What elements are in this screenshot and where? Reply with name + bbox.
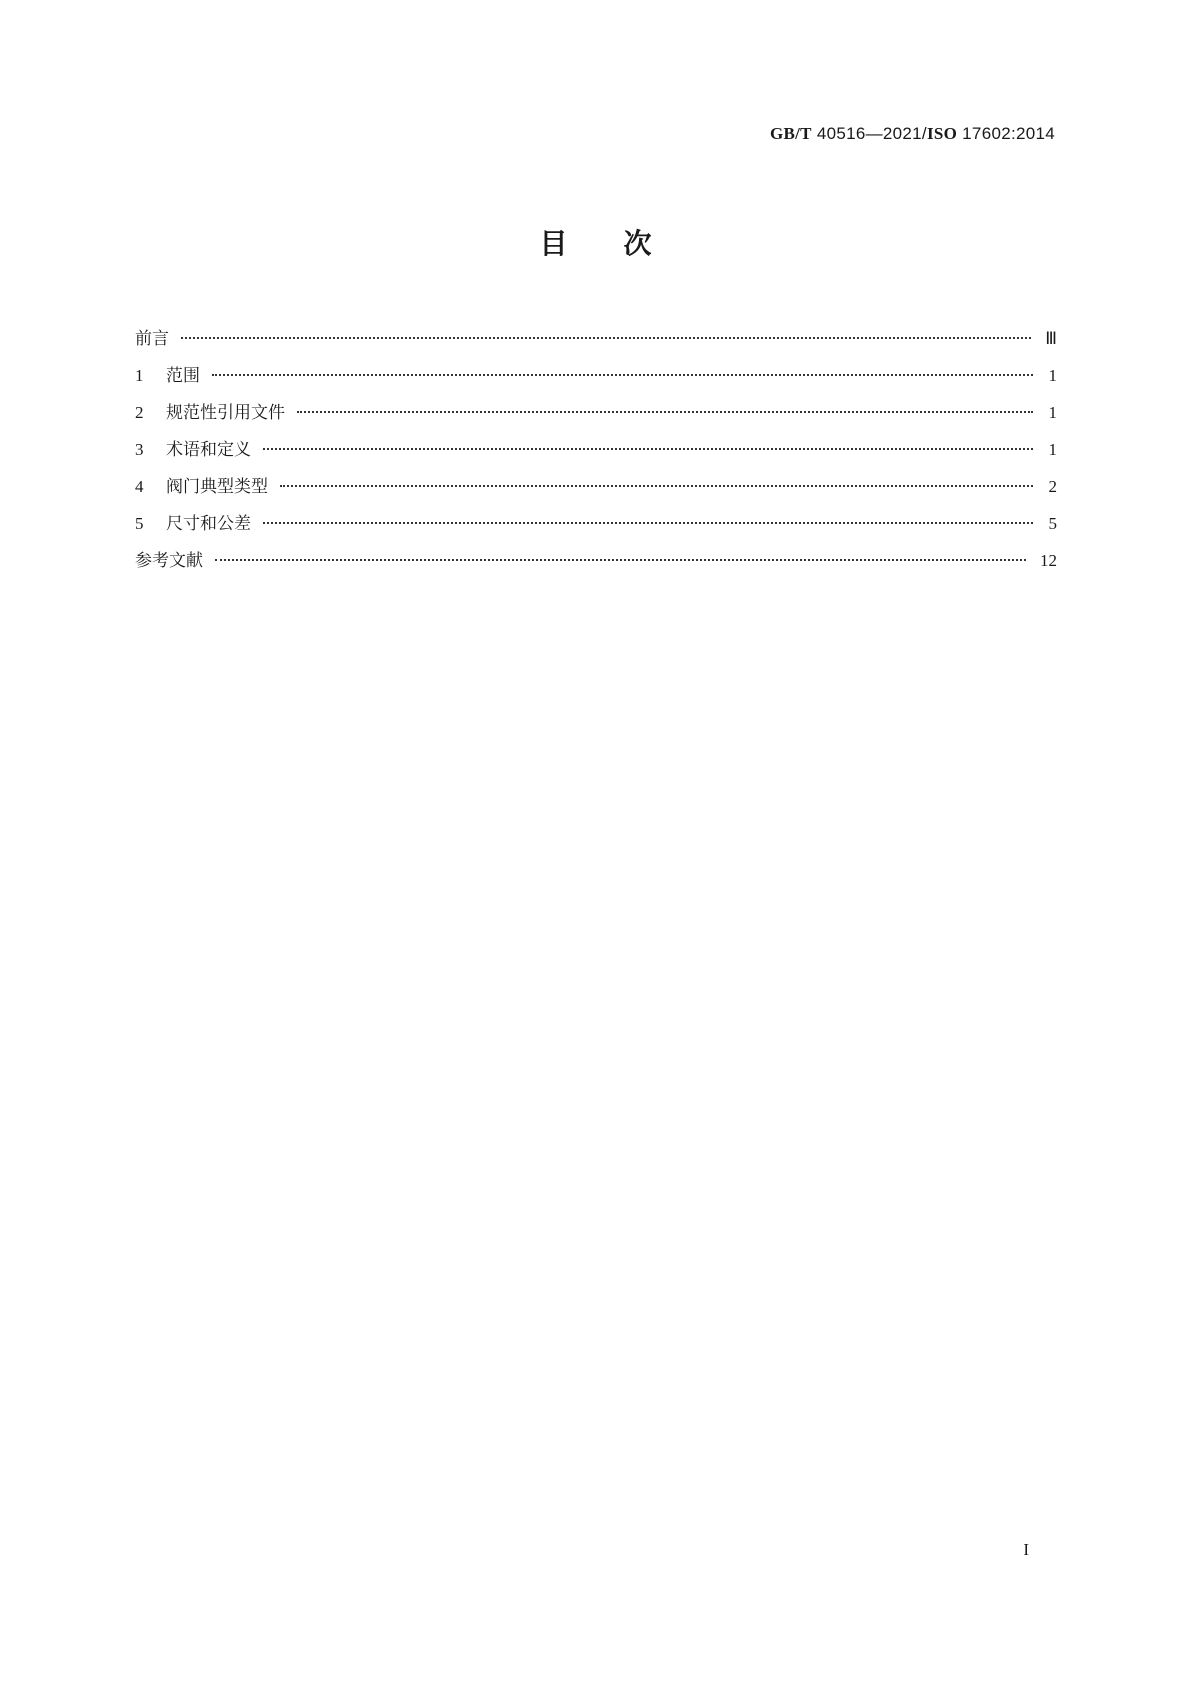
- footer-page-number: I: [1023, 1540, 1029, 1559]
- toc-item-bibliography[interactable]: [135, 550, 1057, 587]
- toc-leader-dots: [215, 559, 1026, 561]
- toc-leader-dots: [181, 337, 1031, 339]
- toc-item-valve-types[interactable]: [135, 476, 1057, 513]
- toc-page-number: 1: [1048, 440, 1057, 459]
- std-number: 40516—2021/: [811, 124, 927, 143]
- toc-item-number: 3: [135, 440, 144, 459]
- toc-item-number: 5: [135, 514, 144, 533]
- toc-page-number: Ⅲ: [1045, 329, 1057, 348]
- toc-item-label: 参考文献: [135, 551, 203, 571]
- title-char-1: 目: [539, 227, 568, 260]
- page-title: [0, 226, 1191, 262]
- title-char-2: 次: [623, 227, 652, 260]
- toc-leader-dots: [263, 448, 1033, 450]
- toc-page-number: 12: [1040, 551, 1057, 570]
- iso-number: 17602:2014: [957, 124, 1055, 143]
- toc-item-label: 尺寸和公差: [166, 514, 251, 534]
- toc-item-label: 前言: [135, 329, 169, 349]
- toc-item-number: 2: [135, 403, 144, 422]
- toc-page-number: 1: [1048, 403, 1057, 422]
- std-prefix: GB/T: [769, 124, 812, 143]
- toc-item-label: 范围: [166, 366, 200, 386]
- toc-page-number: 5: [1048, 514, 1057, 533]
- iso-prefix: ISO: [926, 124, 958, 143]
- toc-item-number: 1: [135, 366, 144, 385]
- toc-item-dimensions-tolerances[interactable]: [135, 513, 1057, 550]
- toc-item-number: 4: [135, 477, 144, 496]
- toc-item-label: 规范性引用文件: [166, 403, 285, 423]
- toc-item-foreword[interactable]: [135, 328, 1057, 365]
- standard-number: [770, 124, 1055, 144]
- toc-item-terms-definitions[interactable]: [135, 439, 1057, 476]
- toc-leader-dots: [263, 522, 1033, 524]
- toc-leader-dots: [297, 411, 1033, 413]
- table-of-contents: [135, 328, 1057, 587]
- toc-page-number: 2: [1048, 477, 1057, 496]
- toc-item-normative-references[interactable]: [135, 402, 1057, 439]
- toc-page-number: 1: [1048, 366, 1057, 385]
- toc-item-scope[interactable]: [135, 365, 1057, 402]
- toc-leader-dots: [280, 485, 1033, 487]
- toc-leader-dots: [212, 374, 1033, 376]
- toc-item-label: 术语和定义: [166, 440, 251, 460]
- toc-item-label: 阀门典型类型: [166, 477, 268, 497]
